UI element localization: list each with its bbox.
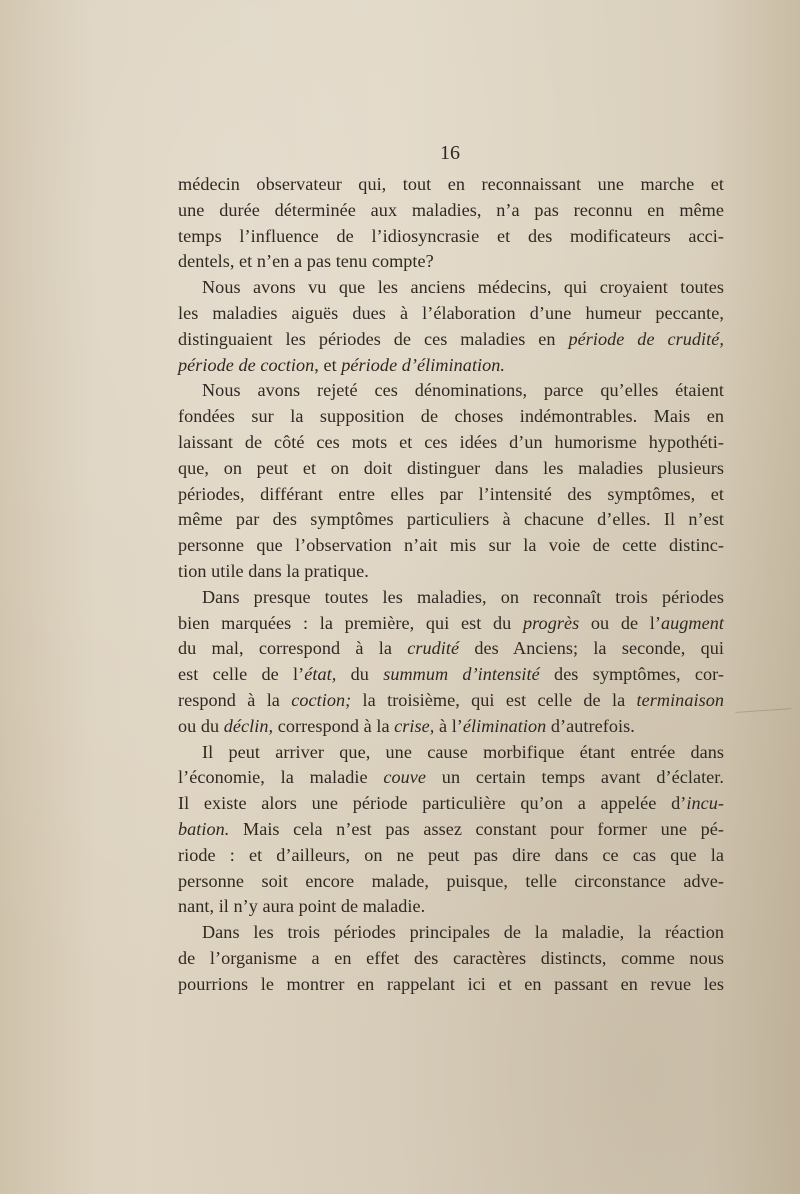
text-segment: Nous avons vu que les anciens médecins, qui croyaient toutes: [202, 277, 724, 298]
text-line: [178, 198, 724, 224]
text-line: [178, 249, 724, 275]
text-line: [178, 507, 724, 533]
text-segment: dentels, et n’en a pas tenu compte?: [178, 251, 434, 272]
body-text: [178, 172, 724, 998]
text-line: [178, 740, 724, 766]
text-segment: , et: [314, 354, 342, 375]
text-segment: du mal, correspond à la: [178, 638, 408, 659]
text-line: [178, 869, 724, 895]
text-segment: un certain temps avant d’éclater.: [426, 767, 724, 788]
text-line: [178, 662, 724, 688]
text-line: [178, 791, 724, 817]
text-line: [178, 636, 724, 662]
text-segment: temps l’influence de l’idiosyncrasie et des modificateurs acci-: [178, 225, 724, 246]
text-segment: périodes, différant entre elles par l’intensité des symptômes, et: [178, 483, 724, 504]
text-segment: ou du: [178, 715, 224, 736]
italic-text: période de crudité,: [568, 328, 724, 349]
text-line: [178, 972, 724, 998]
text-segment: est celle de l’: [178, 664, 305, 685]
text-line: [178, 611, 724, 637]
text-segment: nant, il n’y aura point de maladie.: [178, 896, 426, 917]
text-segment: riode : et d’ailleurs, on ne peut pas dire dans ce cas que la: [178, 844, 724, 865]
text-line: [178, 920, 724, 946]
italic-text: augment: [661, 612, 724, 633]
text-segment: ou de l’: [579, 612, 661, 633]
text-segment: l’économie, la maladie: [178, 767, 384, 788]
italic-text: état,: [304, 664, 337, 685]
text-segment: pourrions le montrer en rappelant ici et en passant en revue les: [178, 973, 724, 994]
text-segment: personne soit encore malade, puisque, telle circonstance adve-: [178, 870, 724, 891]
text-line: [178, 765, 724, 791]
text-line: [178, 946, 724, 972]
text-segment: médecin observateur qui, tout en reconnaissant une marche et: [178, 174, 724, 194]
text-line: [178, 688, 724, 714]
text-line: [178, 817, 724, 843]
text-segment: personne que l’observation n’ait mis sur la voie de cette distinc-: [178, 535, 724, 556]
text-line: [178, 275, 724, 301]
text-line: [178, 843, 724, 869]
text-line: [178, 559, 724, 585]
text-line: [178, 533, 724, 559]
text-segment: Dans presque toutes les maladies, on reconnaît trois périodes: [202, 586, 724, 607]
text-line: [178, 353, 724, 379]
text-segment: du: [336, 664, 384, 685]
text-segment: la troisième, qui est celle de la: [351, 689, 637, 710]
text-segment: que, on peut et on doit distinguer dans les maladies plusieurs: [178, 457, 724, 478]
text-line: [178, 714, 724, 740]
text-line: [178, 585, 724, 611]
italic-text: élimination: [462, 715, 547, 736]
text-line: [178, 301, 724, 327]
text-segment: d’autrefois.: [546, 715, 635, 736]
text-segment: Il existe alors une période particulière qu’on a appelée d’: [178, 793, 687, 814]
text-segment: fondées sur la supposition de choses indémontrables. Mais en: [178, 406, 724, 427]
page-number: 16: [440, 142, 460, 164]
text-segment: les maladies aiguës dues à l’élaboration d’une humeur peccante,: [178, 302, 724, 323]
text-line: [178, 378, 724, 404]
italic-text: coction;: [291, 689, 352, 710]
italic-text: incu-: [686, 793, 724, 814]
text-line: [178, 172, 724, 198]
italic-text: couve: [383, 767, 427, 788]
text-segment: Mais cela n’est pas assez constant pour former une pé-: [229, 818, 724, 839]
text-segment: distinguaient les périodes de ces maladies en: [178, 328, 569, 349]
italic-text: déclin,: [223, 715, 274, 736]
text-segment: Il peut arriver que, une cause morbifique étant entrée dans: [202, 741, 724, 762]
text-segment: même par des symptômes particuliers à chacune d’elles. Il n’est: [178, 509, 724, 530]
text-line: [178, 430, 724, 456]
text-line: [178, 404, 724, 430]
text-segment: une durée déterminée aux maladies, n’a pas reconnu en même: [178, 199, 724, 220]
text-line: [178, 894, 724, 920]
italic-text: bation.: [178, 818, 230, 839]
italic-text: crise,: [394, 715, 435, 736]
italic-text: progrès: [522, 612, 580, 633]
text-segment: Dans les trois périodes principales de la maladie, la réaction: [202, 922, 724, 943]
text-segment: des Anciens; la seconde, qui: [459, 638, 724, 659]
italic-text: summum d’intensité: [383, 664, 540, 685]
text-segment: correspond à la: [273, 715, 395, 736]
italic-text: terminaison: [636, 689, 724, 710]
text-segment: à l’: [434, 715, 463, 736]
text-segment: de l’organisme a en effet des caractères distincts, comme nous: [178, 947, 724, 968]
text-line: [178, 456, 724, 482]
italic-text: crudité: [407, 638, 460, 659]
text-segment: tion utile dans la pratique.: [178, 560, 369, 581]
text-segment: laissant de côté ces mots et ces idées d’un humorisme hypothéti-: [178, 431, 724, 452]
text-line: [178, 224, 724, 250]
text-segment: des symptômes, cor-: [539, 664, 725, 685]
text-segment: respond à la: [178, 689, 292, 710]
text-line: [178, 327, 724, 353]
italic-text: période d’élimination.: [341, 354, 506, 375]
text-segment: Nous avons rejeté ces dénominations, parce qu’elles étaient: [202, 380, 724, 401]
text-segment: bien marquées : la première, qui est du: [178, 612, 523, 633]
pencil-mark: [735, 708, 792, 733]
italic-text: période de coction: [178, 354, 315, 375]
text-line: [178, 482, 724, 508]
